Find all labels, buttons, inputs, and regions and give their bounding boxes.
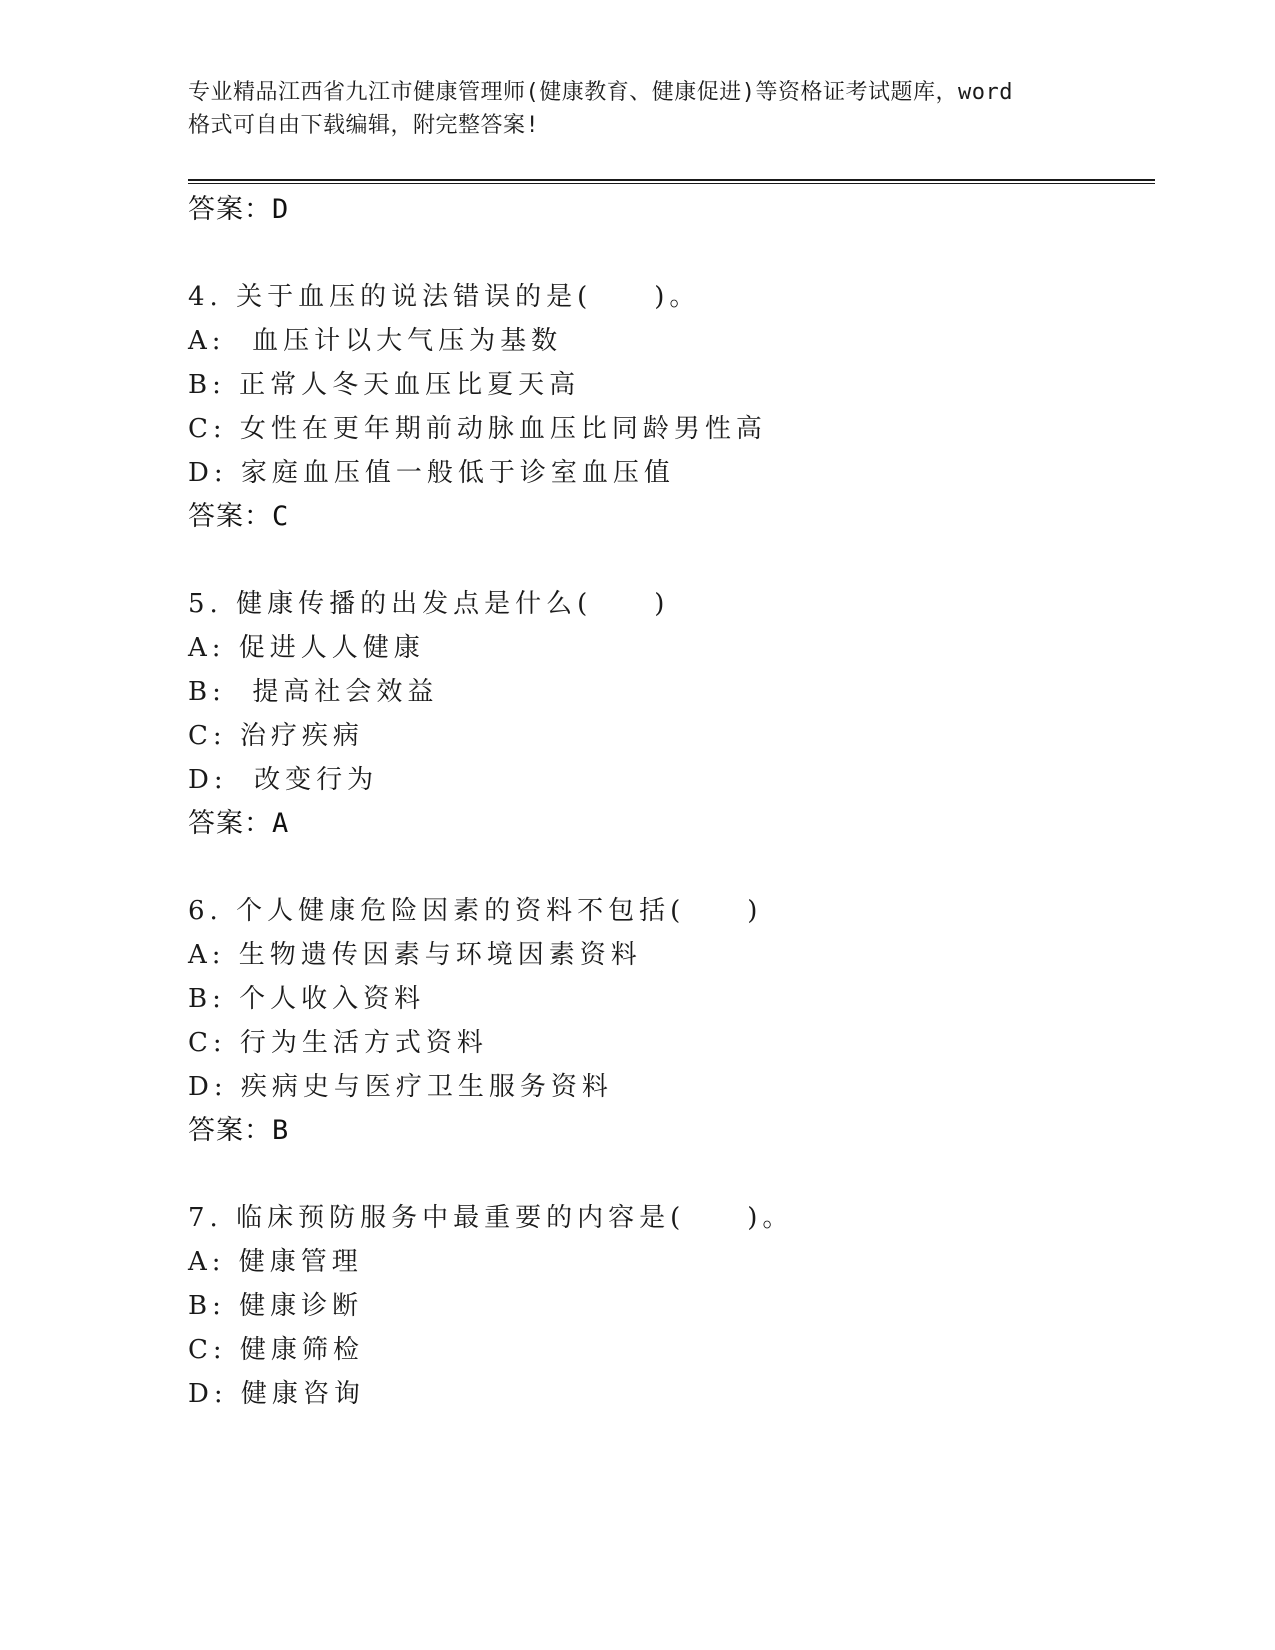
question-4-answer xyxy=(188,494,289,533)
answer-label: 答案： xyxy=(188,194,272,225)
question-7-option-a: A: 健康管理 xyxy=(188,1247,363,1277)
header-rule-thin xyxy=(188,183,1155,184)
question-4-option-d: D: 家庭血压值一般低于诊室血压值 xyxy=(188,458,675,488)
question-5-option-c: C: 治疗疾病 xyxy=(188,721,364,751)
header-line-1: 专业精品江西省九江市健康管理师(健康教育、健康促进)等资格证考试题库，word xyxy=(188,80,1013,105)
question-7-option-d: D: 健康咨询 xyxy=(188,1379,365,1409)
document-header xyxy=(188,76,1088,142)
question-7-option-c: C: 健康筛检 xyxy=(188,1335,364,1365)
question-4-option-a: A: 血压计以大气压为基数 xyxy=(188,326,563,356)
answer-value: C xyxy=(272,501,290,532)
question-4-stem: 4. 关于血压的说法错误的是( )。 xyxy=(188,282,701,312)
question-6-answer xyxy=(188,1108,289,1147)
header-rule-thick xyxy=(188,179,1155,181)
header-line-2: 格式可自由下载编辑，附完整答案! xyxy=(188,113,540,138)
answer-value: D xyxy=(272,194,290,225)
question-6-option-a: A: 生物遗传因素与环境因素资料 xyxy=(188,940,642,970)
question-4-option-b: B: 正常人冬天血压比夏天高 xyxy=(188,370,581,400)
question-7-option-b: B: 健康诊断 xyxy=(188,1291,364,1321)
question-6-option-d: D: 疾病史与医疗卫生服务资料 xyxy=(188,1072,613,1102)
answer-prev xyxy=(188,187,289,226)
answer-label: 答案： xyxy=(188,501,272,532)
question-6-option-c: C: 行为生活方式资料 xyxy=(188,1028,488,1058)
question-6-option-b: B: 个人收入资料 xyxy=(188,984,426,1014)
answer-label: 答案： xyxy=(188,1115,272,1146)
answer-label: 答案： xyxy=(188,808,272,839)
answer-value: A xyxy=(272,808,290,839)
question-5-option-b: B: 提高社会效益 xyxy=(188,677,439,707)
question-7-stem: 7. 临床预防服务中最重要的内容是( )。 xyxy=(188,1203,794,1233)
question-5-option-d: D: 改变行为 xyxy=(188,765,379,795)
question-4-option-c: C: 女性在更年期前动脉血压比同龄男性高 xyxy=(188,414,767,444)
question-6-stem: 6. 个人健康危险因素的资料不包括( ) xyxy=(188,896,763,926)
answer-value: B xyxy=(272,1115,290,1146)
question-5-answer xyxy=(188,801,289,840)
question-5-option-a: A: 促进人人健康 xyxy=(188,633,425,663)
question-5-stem: 5. 健康传播的出发点是什么( ) xyxy=(188,589,670,619)
